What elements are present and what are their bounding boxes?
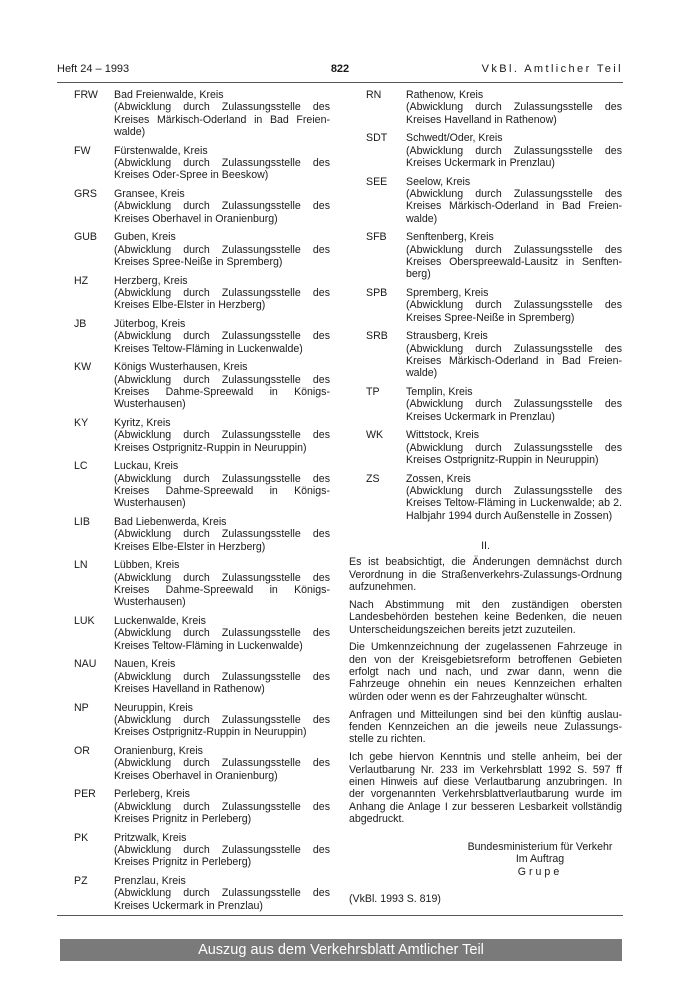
district-entry <box>74 145 330 182</box>
district-name: Wittstock, Kreis <box>406 429 479 442</box>
district-entry <box>366 330 622 379</box>
district-entry <box>74 89 330 138</box>
district-text <box>114 318 330 355</box>
district-entry <box>74 318 330 355</box>
plate-code: KY <box>74 416 89 429</box>
district-note: (Abwicklung durch Zulassungsstelle des Kreises Märkisch-Oderland in Bad Freien-walde) <box>406 342 622 380</box>
district-text <box>114 875 330 912</box>
district-note: (Abwicklung durch Zulassungsstelle des Kreises Dahme-Spreewald in Königs-Wusterhausen) <box>114 571 330 609</box>
plate-code: LN <box>74 559 88 572</box>
section-paragraph: Anfragen und Mitteilungen sind bei den künftig auslau-fenden Kennzeichen an die jeweils neue Zulassungs-stelle zu richten. <box>349 708 622 746</box>
district-name: Luckenwalde, Kreis <box>114 614 206 627</box>
section-paragraph: Nach Abstimmung mit den zuständigen obersten Landesbehörden bestehen keine Bedenken, die neuen Unterscheidungszeichen bereits jetzt zuzuteilen. <box>349 598 622 636</box>
publication-reference: (VkBl. 1993 S. 819) <box>349 893 441 905</box>
district-note: (Abwicklung durch Zulassungsstelle des Kreises Uckermark in Prenzlau) <box>406 144 622 170</box>
district-entry <box>74 361 330 410</box>
district-name: Lübben, Kreis <box>114 559 180 572</box>
district-name: Bad Liebenwerda, Kreis <box>114 515 227 528</box>
issue-label: Heft 24 – 1993 <box>57 63 130 75</box>
district-name: Bad Freienwalde, Kreis <box>114 89 224 101</box>
district-name: Gransee, Kreis <box>114 188 185 200</box>
district-entry <box>74 875 330 912</box>
page-header <box>57 63 623 79</box>
district-text <box>114 788 330 825</box>
district-note: (Abwicklung durch Zulassungsstelle des Kreises Havelland in Rathenow) <box>406 101 622 126</box>
plate-code: SFB <box>366 231 387 244</box>
district-entry <box>366 429 622 466</box>
district-name: Kyritz, Kreis <box>114 416 171 429</box>
district-text <box>114 89 330 138</box>
district-entry <box>366 89 622 126</box>
district-text <box>406 176 622 225</box>
district-text <box>114 460 330 509</box>
district-text <box>406 287 622 324</box>
plate-code: SEE <box>366 175 388 188</box>
district-note: (Abwicklung durch Zulassungsstelle des Kreises Teltow-Fläming in Luckenwalde) <box>114 627 330 652</box>
district-note: (Abwicklung durch Zulassungsstelle des Kreises Oder-Spree in Beeskow) <box>114 157 330 182</box>
district-text <box>406 132 622 169</box>
district-name: Prenzlau, Kreis <box>114 874 186 887</box>
district-note: (Abwicklung durch Zulassungsstelle des Kreises Ostprignitz-Ruppin in Neuruppin) <box>406 441 622 467</box>
plate-code: WK <box>366 429 384 442</box>
signatory-name: Grupe <box>517 865 563 878</box>
plate-code: NAU <box>74 658 97 671</box>
plate-code: FW <box>74 144 91 157</box>
district-note: (Abwicklung durch Zulassungsstelle des Kreises Oberhavel in Oranienburg) <box>114 200 330 225</box>
district-name: Fürstenwalde, Kreis <box>114 144 208 157</box>
section-ii <box>349 540 622 831</box>
plate-code: HZ <box>74 274 89 287</box>
district-text <box>114 275 330 312</box>
district-note: (Abwicklung durch Zulassungsstelle des Kreises Märkisch-Oderland in Bad Freien-walde) <box>114 101 330 139</box>
right-column-entries <box>366 89 622 528</box>
district-text <box>114 231 330 268</box>
district-name: Jüterbog, Kreis <box>114 317 186 330</box>
district-note: (Abwicklung durch Zulassungsstelle des Kreises Märkisch-Oderland in Bad Freien-walde) <box>406 188 622 225</box>
district-text <box>114 188 330 225</box>
district-note: (Abwicklung durch Zulassungsstelle des Kreises Teltow-Fläming in Luckenwalde) <box>114 330 330 355</box>
district-name: Guben, Kreis <box>114 231 176 244</box>
plate-code: FRW <box>74 89 98 101</box>
on-behalf-label: Im Auftrag <box>515 853 565 866</box>
district-name: Luckau, Kreis <box>114 460 179 473</box>
district-entry <box>366 386 622 423</box>
district-text <box>114 832 330 869</box>
district-entry <box>74 275 330 312</box>
district-name: Rathenow, Kreis <box>406 89 484 101</box>
district-text <box>114 615 330 652</box>
section-paragraph: Es ist beabsichtigt, die Änderungen demnächst durch Verordnung in die Straßenverkehrs-Zulassungs-Ordnung aufzunehmen. <box>349 556 622 594</box>
district-name: Neuruppin, Kreis <box>114 701 193 714</box>
plate-code: TP <box>366 386 380 398</box>
district-name: Nauen, Kreis <box>114 658 176 671</box>
district-note: (Abwicklung durch Zulassungsstelle des Kreises Oberspreewald-Lausitz in Senften-berg) <box>406 243 622 281</box>
district-name: Templin, Kreis <box>406 386 473 398</box>
plate-code: NP <box>74 701 89 714</box>
signature-block <box>440 841 640 878</box>
plate-code: PZ <box>74 874 88 887</box>
footer-divider <box>57 915 623 916</box>
district-entry <box>74 417 330 454</box>
district-entry <box>74 516 330 553</box>
district-text <box>114 417 330 454</box>
district-name: Strausberg, Kreis <box>406 330 488 343</box>
district-text <box>114 702 330 739</box>
plate-code: SDT <box>366 132 388 145</box>
district-text <box>406 386 622 423</box>
district-entry <box>366 231 622 280</box>
publication-title: VkBl. Amtlicher Teil <box>481 63 623 75</box>
district-entry <box>366 473 622 522</box>
district-note: (Abwicklung durch Zulassungsstelle des Kreises Ostprignitz-Ruppin in Neuruppin) <box>114 713 330 739</box>
district-text <box>406 231 622 280</box>
plate-code: LC <box>74 460 88 473</box>
section-paragraph: Die Umkennzeichnung der zugelassenen Fahrzeuge in den von der Kreisgebietsreform betroffenen Gebieten erfolgt nach und nach, und zwar dann, wenn die Fahrzeuge ohnehin ein neues Kennzeichen erhalten würden oder wenn es der Fahrzeughalter wünscht. <box>349 641 622 703</box>
district-note: (Abwicklung durch Zulassungsstelle des Kreises Elbe-Elster in Herzberg) <box>114 528 330 553</box>
district-name: Schwedt/Oder, Kreis <box>406 132 503 145</box>
district-name: Senftenberg, Kreis <box>406 231 494 244</box>
district-entry <box>74 460 330 509</box>
plate-code: OR <box>74 744 90 757</box>
district-text <box>406 473 622 522</box>
district-text <box>406 429 622 466</box>
district-entry <box>366 132 622 169</box>
plate-code: LIB <box>74 515 90 528</box>
district-note: (Abwicklung durch Zulassungsstelle des Kreises Ostprignitz-Ruppin in Neuruppin) <box>114 429 330 454</box>
plate-code: GUB <box>74 231 97 244</box>
district-entry <box>74 702 330 739</box>
district-note: (Abwicklung durch Zulassungsstelle des Kreises Dahme-Spreewald in Königs-Wusterhausen) <box>114 373 330 411</box>
district-name: Herzberg, Kreis <box>114 274 188 287</box>
district-note: (Abwicklung durch Zulassungsstelle des Kreises Dahme-Spreewald in Königs-Wusterhausen) <box>114 472 330 510</box>
ministry-name: Bundesministerium für Verkehr <box>467 841 613 853</box>
district-name: Oranienburg, Kreis <box>114 744 203 757</box>
district-note: (Abwicklung durch Zulassungsstelle des Kreises Havelland in Rathenow) <box>114 670 330 695</box>
page-number: 822 <box>330 63 350 75</box>
district-note: (Abwicklung durch Zulassungsstelle des Kreises Uckermark in Prenzlau) <box>114 887 330 912</box>
plate-code: PER <box>74 788 96 801</box>
district-entry <box>74 788 330 825</box>
district-entry <box>366 287 622 324</box>
plate-code: ZS <box>366 472 380 485</box>
footer-banner: Auszug aus dem Verkehrsblatt Amtlicher Teil <box>60 939 622 961</box>
district-note: (Abwicklung durch Zulassungsstelle des Kreises Oberhavel in Oranienburg) <box>114 757 330 782</box>
district-entry <box>74 188 330 225</box>
plate-code: JB <box>74 317 87 330</box>
district-note: (Abwicklung durch Zulassungsstelle des Kreises Prignitz in Perleberg) <box>114 800 330 825</box>
district-text <box>114 361 330 410</box>
district-note: (Abwicklung durch Zulassungsstelle des Kreises Uckermark in Prenzlau) <box>406 398 622 423</box>
district-name: Königs Wusterhausen, Kreis <box>114 361 248 374</box>
district-entry <box>74 615 330 652</box>
district-name: Perleberg, Kreis <box>114 788 190 801</box>
district-text <box>114 145 330 182</box>
plate-code: GRS <box>74 188 97 200</box>
district-name: Spremberg, Kreis <box>406 287 489 299</box>
section-number: II. <box>481 540 490 552</box>
district-name: Pritzwalk, Kreis <box>114 831 187 844</box>
district-name: Zossen, Kreis <box>406 472 471 485</box>
district-note: (Abwicklung durch Zulassungsstelle des Kreises Elbe-Elster in Herzberg) <box>114 287 330 312</box>
district-note: (Abwicklung durch Zulassungsstelle des Kreises Spree-Neiße in Spremberg) <box>406 299 622 324</box>
district-note: (Abwicklung durch Zulassungsstelle des Kreises Spree-Neiße in Spremberg) <box>114 243 330 269</box>
plate-code: KW <box>74 361 92 374</box>
district-text <box>406 330 622 379</box>
district-text <box>114 516 330 553</box>
plate-code: RN <box>366 89 382 101</box>
district-text <box>114 559 330 608</box>
plate-code: LUK <box>74 614 95 627</box>
district-entry <box>74 231 330 268</box>
left-column-entries <box>74 89 330 918</box>
district-entry <box>74 832 330 869</box>
district-note: (Abwicklung durch Zulassungsstelle des Kreises Prignitz in Perleberg) <box>114 843 330 869</box>
district-entry <box>74 745 330 782</box>
district-entry <box>74 658 330 695</box>
district-entry <box>74 559 330 608</box>
section-paragraph: Ich gebe hiervon Kenntnis und stelle anheim, bei der Verlautbarung Nr. 233 im Verkehrsblatt 1992 S. 597 ff einen Hinweis auf diese Verlautbarung anzubringen. In der vorgenannten Verkehrsblattverlautbarung wurde im Anhang die Anlage I zur besseren Lesbarkeit vollständig abgedruckt. <box>349 751 622 825</box>
district-note: (Abwicklung durch Zulassungsstelle des Kreises Teltow-Fläming in Luckenwalde; ab 2. Halbjahr 1994 durch Außenstelle in Zossen) <box>406 485 622 522</box>
district-entry <box>366 176 622 225</box>
district-name: Seelow, Kreis <box>406 175 471 188</box>
district-text <box>114 658 330 695</box>
plate-code: SPB <box>366 287 388 299</box>
plate-code: PK <box>74 831 89 844</box>
district-text <box>406 89 622 126</box>
plate-code: SRB <box>366 330 388 343</box>
header-divider <box>57 82 623 83</box>
district-text <box>114 745 330 782</box>
